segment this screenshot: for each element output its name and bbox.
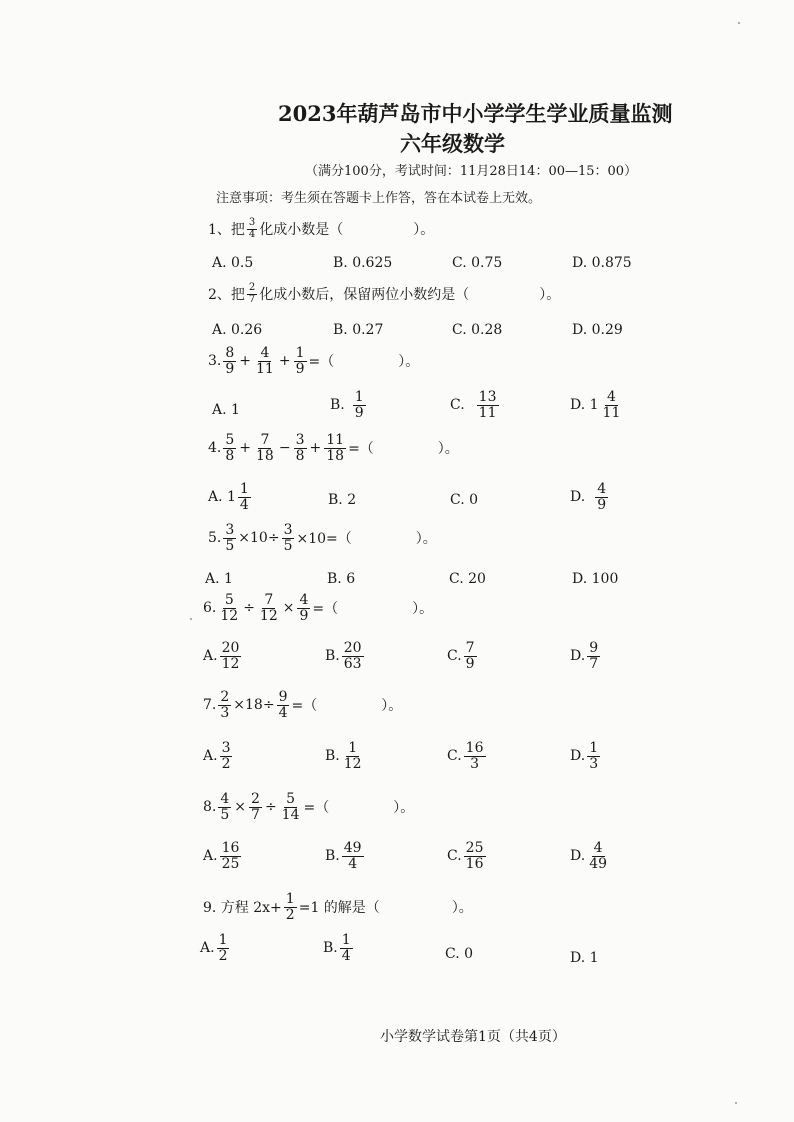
q1-prefix: 1、把 bbox=[208, 222, 245, 238]
q8-number: 8. bbox=[203, 799, 217, 816]
q4-a-num: 1 bbox=[239, 481, 249, 497]
q4-a-label: A. 1 bbox=[208, 489, 236, 506]
q2-option-a: A. 0.26 bbox=[212, 322, 263, 338]
q5-f1-den: 5 bbox=[225, 537, 235, 554]
q5-close: ）。 bbox=[415, 531, 437, 548]
q7-option-c bbox=[447, 741, 488, 771]
q7-option-a bbox=[203, 741, 234, 771]
question-8 bbox=[203, 792, 414, 822]
q9-b-num: 1 bbox=[341, 932, 351, 948]
scan-speck bbox=[735, 1102, 737, 1104]
q6-a-fraction bbox=[220, 641, 242, 671]
q3-d-num: 4 bbox=[607, 389, 616, 405]
q8-b-fraction bbox=[342, 841, 364, 871]
q8-op-1: × bbox=[234, 799, 247, 816]
q7-d-num: 1 bbox=[589, 740, 599, 756]
q3-fraction-2 bbox=[254, 346, 276, 376]
q6-fraction-2 bbox=[258, 593, 280, 623]
q3-d-den: 11 bbox=[602, 404, 621, 421]
q6-op-2: × bbox=[282, 600, 295, 617]
q4-f2-num: 7 bbox=[260, 432, 270, 448]
q6-d-label: D. bbox=[570, 648, 586, 665]
q4-op-2: − bbox=[278, 440, 291, 457]
q9-fraction bbox=[284, 892, 297, 922]
q8-a-label: A. bbox=[203, 848, 218, 865]
q6-option-c bbox=[447, 641, 479, 671]
q7-mid: ×18÷ bbox=[233, 697, 275, 714]
q1-den: 4 bbox=[248, 228, 256, 240]
q3-fraction-1 bbox=[223, 346, 236, 376]
q4-fraction-2 bbox=[254, 433, 276, 463]
q1-close: ）。 bbox=[413, 222, 435, 238]
q4-f1-num: 5 bbox=[225, 432, 235, 448]
q9-prefix: 9. 方程 2x+ bbox=[203, 900, 282, 917]
q8-f2-num: 2 bbox=[251, 791, 260, 807]
question-9 bbox=[203, 892, 473, 922]
question-4 bbox=[208, 433, 459, 463]
q6-c-den: 9 bbox=[465, 655, 475, 672]
q8-d-den: 49 bbox=[589, 855, 608, 872]
q8-fraction-1 bbox=[218, 792, 231, 822]
q6-b-den: 63 bbox=[343, 655, 362, 672]
q7-f1-den: 3 bbox=[220, 704, 230, 721]
q3-c-label: C. bbox=[450, 397, 465, 414]
q2-option-b: B. 0.27 bbox=[333, 322, 384, 338]
q3-op-2: + bbox=[278, 353, 291, 370]
q8-option-b bbox=[325, 841, 366, 871]
q7-f1-num: 2 bbox=[220, 689, 230, 705]
q3-b-fraction bbox=[353, 390, 366, 420]
q2-fraction bbox=[247, 283, 257, 305]
q8-fraction-3 bbox=[280, 792, 302, 822]
q4-a-den: 4 bbox=[239, 496, 249, 513]
q8-a-den: 25 bbox=[221, 855, 240, 872]
q7-fraction-1 bbox=[218, 690, 231, 720]
q5-option-c: C. 20 bbox=[449, 571, 486, 587]
q3-option-a: A. 1 bbox=[212, 402, 240, 418]
q7-c-label: C. bbox=[447, 748, 462, 765]
q7-b-fraction bbox=[342, 741, 364, 771]
notice: 注意事项：考生须在答题卡上作答，答在本试卷上无效。 bbox=[216, 191, 542, 206]
q6-close: ）。 bbox=[412, 601, 434, 618]
q6-a-label: A. bbox=[203, 648, 218, 665]
q8-option-c bbox=[447, 841, 488, 871]
q8-option-a bbox=[203, 841, 243, 871]
q6-eq: =（ bbox=[312, 601, 339, 618]
q8-f1-num: 4 bbox=[220, 791, 230, 807]
q4-f4-num: 11 bbox=[326, 432, 345, 448]
q3-c-num: 13 bbox=[478, 389, 497, 405]
q3-f3-den: 9 bbox=[295, 360, 305, 377]
q4-a-fraction bbox=[238, 482, 251, 512]
q6-f2-den: 12 bbox=[259, 607, 278, 624]
q7-b-num: 1 bbox=[348, 740, 358, 756]
q6-a-num: 20 bbox=[221, 640, 240, 656]
q1-option-c: C. 0.75 bbox=[452, 255, 503, 271]
q4-eq: =（ bbox=[348, 441, 374, 458]
q5-number: 5. bbox=[208, 530, 222, 547]
q6-b-fraction bbox=[342, 641, 364, 671]
q3-fraction-3 bbox=[294, 346, 307, 376]
q9-den: 2 bbox=[285, 906, 295, 923]
q3-c-den: 11 bbox=[478, 404, 497, 421]
q5-tail: ×10=（ bbox=[296, 531, 352, 548]
q8-fraction-2 bbox=[249, 792, 262, 822]
q9-a-label: A. bbox=[200, 940, 215, 957]
q3-b-label: B. bbox=[330, 397, 345, 414]
q7-number: 7. bbox=[203, 697, 217, 714]
q6-f1-num: 5 bbox=[224, 592, 234, 608]
q9-b-fraction bbox=[340, 933, 353, 963]
q8-c-num: 25 bbox=[465, 840, 484, 856]
q3-option-b bbox=[330, 390, 368, 420]
q7-close: ）。 bbox=[381, 698, 403, 715]
q9-b-den: 4 bbox=[341, 947, 351, 964]
q6-a-den: 12 bbox=[221, 655, 240, 672]
page-footer: 小学数学试卷第1页（共4页） bbox=[380, 1029, 566, 1045]
q8-c-fraction bbox=[464, 841, 486, 871]
question-7 bbox=[203, 690, 402, 720]
q4-close: ）。 bbox=[437, 441, 459, 458]
q7-d-label: D. bbox=[570, 748, 586, 765]
q9-a-den: 2 bbox=[218, 947, 228, 964]
question-3 bbox=[208, 346, 419, 376]
q8-d-label: D. bbox=[570, 848, 586, 865]
q2-prefix: 2、把 bbox=[208, 287, 245, 303]
q7-b-den: 12 bbox=[343, 755, 362, 772]
q6-op-1: ÷ bbox=[243, 600, 255, 617]
q3-b-den: 9 bbox=[354, 404, 364, 421]
q4-d-fraction bbox=[595, 482, 608, 512]
q6-f3-num: 4 bbox=[299, 592, 309, 608]
q6-f3-den: 9 bbox=[299, 607, 309, 624]
q8-a-fraction bbox=[220, 841, 242, 871]
q9-a-num: 1 bbox=[218, 932, 228, 948]
q4-op-3: + bbox=[309, 440, 322, 457]
q2-close: ）。 bbox=[539, 287, 561, 303]
q6-option-d bbox=[570, 641, 602, 671]
q2-option-d: D. 0.29 bbox=[572, 322, 623, 338]
q8-d-num: 4 bbox=[593, 840, 603, 856]
q7-a-num: 3 bbox=[221, 740, 231, 756]
q8-close: ）。 bbox=[393, 800, 415, 817]
q3-f2-num: 4 bbox=[260, 345, 270, 361]
q7-c-den: 3 bbox=[470, 755, 480, 772]
q7-eq: =（ bbox=[291, 698, 318, 715]
q4-number: 4. bbox=[208, 440, 222, 457]
q5-option-a: A. 1 bbox=[205, 571, 233, 587]
q6-fraction-1 bbox=[218, 593, 240, 623]
q3-f1-den: 9 bbox=[225, 360, 235, 377]
q7-d-fraction bbox=[587, 741, 600, 771]
q5-f1-num: 3 bbox=[225, 522, 235, 538]
q8-option-d bbox=[570, 841, 611, 871]
q2-num: 2 bbox=[248, 282, 256, 293]
q1-option-a: A. 0.5 bbox=[212, 255, 254, 271]
q1-fraction bbox=[247, 218, 257, 240]
q3-f2-den: 11 bbox=[256, 360, 274, 377]
q8-f3-den: 14 bbox=[281, 806, 300, 823]
q7-f2-den: 4 bbox=[278, 704, 288, 721]
q3-d-label: D. 1 bbox=[570, 397, 599, 414]
q3-close: ）。 bbox=[398, 354, 420, 371]
scan-speck bbox=[738, 22, 740, 24]
exam-info: （满分100分，考试时间：11月28日14：00—15：00） bbox=[305, 164, 638, 179]
q6-c-num: 7 bbox=[465, 640, 475, 656]
q3-eq: =（ bbox=[308, 354, 335, 371]
q8-f3-num: 5 bbox=[286, 791, 296, 807]
q4-d-den: 9 bbox=[597, 496, 607, 513]
q6-f2-num: 7 bbox=[264, 592, 274, 608]
q8-c-den: 16 bbox=[465, 855, 484, 872]
question-1 bbox=[208, 218, 434, 240]
question-6 bbox=[203, 593, 433, 623]
q4-option-b: B. 2 bbox=[328, 492, 357, 508]
q4-op-1: + bbox=[239, 440, 252, 457]
q7-c-num: 16 bbox=[465, 740, 484, 756]
q8-op-2: ÷ bbox=[264, 799, 277, 816]
q8-f1-den: 5 bbox=[220, 806, 230, 823]
q8-d-fraction bbox=[587, 841, 609, 871]
q3-c-fraction bbox=[477, 390, 499, 420]
q1-option-b: B. 0.625 bbox=[333, 255, 393, 271]
q7-d-den: 3 bbox=[589, 755, 599, 772]
scan-speck bbox=[190, 618, 192, 620]
q6-d-num: 9 bbox=[589, 640, 599, 656]
q3-option-d bbox=[570, 390, 624, 420]
q5-option-b: B. 6 bbox=[327, 571, 356, 587]
q8-b-label: B. bbox=[325, 848, 340, 865]
q6-c-fraction bbox=[464, 641, 477, 671]
q6-f1-den: 12 bbox=[220, 607, 239, 624]
q4-f4-den: 18 bbox=[326, 447, 345, 464]
q8-b-den: 4 bbox=[348, 855, 358, 872]
q6-fraction-3 bbox=[297, 593, 310, 623]
q6-number: 6. bbox=[203, 600, 217, 617]
q1-suffix: 化成小数是（ bbox=[259, 222, 344, 238]
q4-d-label: D. bbox=[570, 489, 586, 506]
q9-close: ）。 bbox=[451, 900, 473, 917]
q9-option-a bbox=[200, 933, 231, 963]
q5-option-d: D. 100 bbox=[572, 571, 619, 587]
q3-op-1: + bbox=[239, 353, 252, 370]
q4-f1-den: 8 bbox=[225, 447, 235, 464]
q9-num: 1 bbox=[285, 891, 295, 907]
question-2 bbox=[208, 283, 560, 305]
q9-option-d: D. 1 bbox=[570, 950, 599, 966]
q2-suffix: 化成小数后，保留两位小数约是（ bbox=[259, 287, 470, 303]
q5-fraction-2 bbox=[282, 523, 295, 553]
q7-c-fraction bbox=[464, 741, 486, 771]
q9-a-fraction bbox=[217, 933, 230, 963]
q5-f2-den: 5 bbox=[283, 537, 293, 554]
q7-option-b bbox=[325, 741, 366, 771]
q6-b-label: B. bbox=[325, 648, 340, 665]
q3-b-num: 1 bbox=[354, 389, 364, 405]
q4-d-num: 4 bbox=[597, 481, 607, 497]
q9-suffix: =1 的解是（ bbox=[298, 900, 380, 917]
q4-option-a bbox=[208, 482, 253, 512]
q7-fraction-2 bbox=[277, 690, 290, 720]
q7-a-label: A. bbox=[203, 748, 218, 765]
exam-title: 2023年葫芦岛市中小学学生学业质量监测 bbox=[278, 101, 673, 126]
q4-f3-num: 3 bbox=[295, 432, 305, 448]
q4-f3-den: 8 bbox=[295, 447, 305, 464]
q6-option-a bbox=[203, 641, 243, 671]
q6-c-label: C. bbox=[447, 648, 462, 665]
q5-f2-num: 3 bbox=[283, 522, 293, 538]
q5-mid: ×10÷ bbox=[238, 530, 280, 547]
q9-option-b bbox=[323, 933, 355, 963]
q3-f3-num: 1 bbox=[295, 345, 305, 361]
q8-eq: =（ bbox=[303, 800, 330, 817]
question-5 bbox=[208, 523, 437, 553]
q6-b-num: 20 bbox=[343, 640, 362, 656]
q7-option-d bbox=[570, 741, 602, 771]
q7-a-fraction bbox=[220, 741, 233, 771]
q3-option-c bbox=[450, 390, 501, 420]
q7-b-label: B. bbox=[325, 748, 340, 765]
q4-option-d bbox=[570, 482, 610, 512]
q7-f2-num: 9 bbox=[278, 689, 288, 705]
q3-d-fraction bbox=[601, 390, 623, 420]
q9-b-label: B. bbox=[323, 940, 338, 957]
q8-b-num: 49 bbox=[343, 840, 362, 856]
q2-den: 7 bbox=[248, 293, 256, 305]
q6-option-b bbox=[325, 641, 366, 671]
q9-option-c: C. 0 bbox=[445, 946, 474, 962]
q6-d-den: 7 bbox=[589, 655, 599, 672]
q4-fraction-3 bbox=[294, 433, 307, 463]
q4-fraction-1 bbox=[223, 433, 236, 463]
q1-num: 3 bbox=[248, 217, 256, 228]
q4-f2-den: 18 bbox=[256, 447, 274, 464]
q4-fraction-4 bbox=[324, 433, 346, 463]
q4-option-c: C. 0 bbox=[450, 492, 479, 508]
q7-a-den: 2 bbox=[221, 755, 231, 772]
q8-f2-den: 7 bbox=[251, 806, 260, 823]
q3-number: 3. bbox=[208, 353, 222, 370]
exam-subtitle: 六年级数学 bbox=[400, 131, 505, 156]
q1-option-d: D. 0.875 bbox=[572, 255, 632, 271]
q3-f1-num: 8 bbox=[225, 345, 235, 361]
q2-option-c: C. 0.28 bbox=[452, 322, 503, 338]
q5-fraction-1 bbox=[223, 523, 236, 553]
q6-d-fraction bbox=[587, 641, 600, 671]
q8-a-num: 16 bbox=[221, 840, 240, 856]
q8-c-label: C. bbox=[447, 848, 462, 865]
